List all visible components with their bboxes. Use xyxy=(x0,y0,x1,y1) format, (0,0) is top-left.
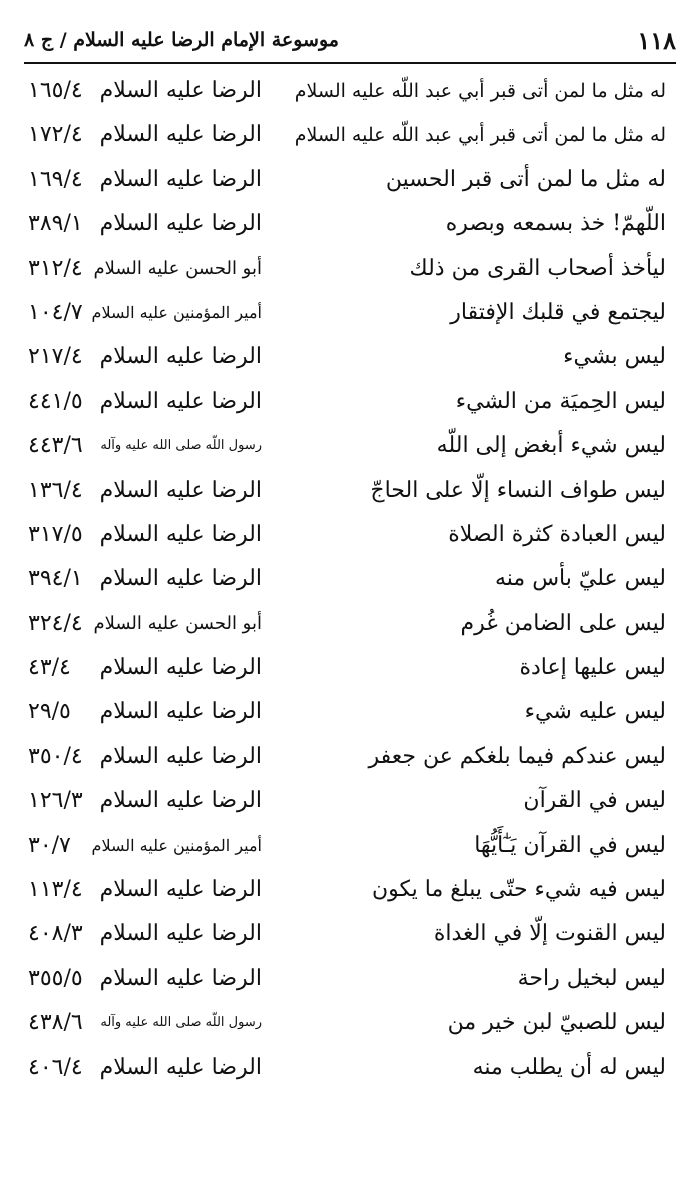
entry-reference: ٣١٧/٥ xyxy=(28,521,83,547)
entry-narrator: الرضا عليه السلام xyxy=(99,921,262,947)
entry-narrator: رسول اللّه صلى الله عليه وآله xyxy=(100,1015,262,1031)
entry-narrator: الرضا عليه السلام xyxy=(99,788,262,814)
index-entry xyxy=(0,114,700,158)
entry-reference: ٣٥٠/٤ xyxy=(28,743,83,769)
entry-phrase: ليس بشيء xyxy=(563,344,666,370)
index-entry xyxy=(0,958,700,1002)
entry-reference: ٤٣٨/٦ xyxy=(28,1010,83,1036)
entry-reference: ٣٢٤/٤ xyxy=(28,610,83,636)
entry-phrase: ليس في القرآن يَـٰٓأَيُّهَا xyxy=(474,832,666,858)
index-entry xyxy=(0,913,700,957)
entry-phrase: ليس عليه شيء xyxy=(524,699,666,725)
index-list xyxy=(0,70,700,1091)
entry-phrase: ليس له أن يطلب منه xyxy=(472,1054,666,1080)
index-entry xyxy=(0,381,700,425)
entry-narrator: الرضا عليه السلام xyxy=(99,877,262,903)
entry-reference: ٤٠٨/٣ xyxy=(28,921,83,947)
entry-reference: ٢٩/٥ xyxy=(28,699,71,725)
entry-phrase: ليس الحِميَة من الشيء xyxy=(455,388,666,414)
entry-phrase: له مثل ما لمن أتى قبر أبي عبد اللّه عليه السلام xyxy=(294,80,666,102)
entry-narrator: الرضا عليه السلام xyxy=(99,344,262,370)
entry-narrator: الرضا عليه السلام xyxy=(99,1054,262,1080)
index-entry xyxy=(0,514,700,558)
index-entry xyxy=(0,159,700,203)
entry-reference: ٣٩٤/١ xyxy=(28,566,83,592)
entry-reference: ١١٣/٤ xyxy=(28,877,83,903)
entry-narrator: الرضا عليه السلام xyxy=(99,477,262,503)
entry-reference: ٣٥٥/٥ xyxy=(28,965,83,991)
entry-phrase: ليس على الضامن غُرم xyxy=(460,610,666,636)
index-entry xyxy=(0,691,700,735)
index-entry xyxy=(0,70,700,114)
entry-phrase: ليس لبخيل راحة xyxy=(517,965,666,991)
index-entry xyxy=(0,825,700,869)
index-entry xyxy=(0,336,700,380)
entry-narrator: الرضا عليه السلام xyxy=(99,566,262,592)
entry-narrator: أمير المؤمنين عليه السلام xyxy=(91,835,262,855)
entry-reference: ٤٣/٤ xyxy=(28,655,71,681)
entry-phrase: ليس عندكم فيما بلغكم عن جعفر xyxy=(368,743,666,769)
entry-phrase: ليس العبادة كثرة الصلاة xyxy=(448,521,666,547)
entry-narrator: الرضا عليه السلام xyxy=(99,521,262,547)
entry-narrator: الرضا عليه السلام xyxy=(99,655,262,681)
entry-phrase: ليس عليها إعادة xyxy=(519,655,666,681)
index-entry xyxy=(0,470,700,514)
index-entry xyxy=(0,425,700,469)
entry-phrase: ليس في القرآن xyxy=(523,788,666,814)
entry-narrator: الرضا عليه السلام xyxy=(99,743,262,769)
entry-narrator: الرضا عليه السلام xyxy=(99,699,262,725)
entry-phrase: ليس فيه شيء حتّى يبلغ ما يكون xyxy=(371,877,666,903)
entry-phrase: له مثل ما لمن أتى قبر الحسين xyxy=(385,166,666,192)
entry-reference: ٣٠/٧ xyxy=(28,832,71,858)
entry-reference: ١٣٦/٤ xyxy=(28,477,83,503)
index-entry xyxy=(0,736,700,780)
running-title: موسوعة الإمام الرضا عليه السلام / ج ٨ xyxy=(24,29,339,51)
entry-phrase: ليس عليّ بأس منه xyxy=(494,566,666,592)
page-number: ١١٨ xyxy=(637,25,676,55)
entry-narrator: أمير المؤمنين عليه السلام xyxy=(91,302,262,322)
entry-reference: ١٢٦/٣ xyxy=(28,788,83,814)
entry-narrator: الرضا عليه السلام xyxy=(99,78,262,103)
entry-phrase: ليس شيء أبغض إلى اللّه xyxy=(436,433,666,459)
header-rule xyxy=(24,62,676,64)
entry-reference: ٤٠٦/٤ xyxy=(28,1054,83,1080)
entry-reference: ٣٨٩/١ xyxy=(28,211,83,237)
entry-narrator: الرضا عليه السلام xyxy=(99,122,262,148)
index-entry xyxy=(0,647,700,691)
entry-phrase: ليس طواف النساء إلّا على الحاجّ xyxy=(370,477,666,503)
entry-phrase: ليأخذ أصحاب القرى من ذلك xyxy=(409,255,666,281)
entry-reference: ٣١٢/٤ xyxy=(28,255,83,281)
entry-narrator: أبو الحسن عليه السلام xyxy=(93,257,262,279)
index-entry xyxy=(0,780,700,824)
entry-phrase: ليس للصبيّ لبن خير من xyxy=(447,1010,666,1036)
index-entry xyxy=(0,558,700,602)
entry-narrator: الرضا عليه السلام xyxy=(99,166,262,192)
entry-reference: ١٦٩/٤ xyxy=(28,166,83,192)
index-entry xyxy=(0,248,700,292)
entry-narrator: الرضا عليه السلام xyxy=(99,388,262,414)
entry-narrator: الرضا عليه السلام xyxy=(99,211,262,237)
entry-reference: ٢١٧/٤ xyxy=(28,344,83,370)
entry-phrase: اللّهمّ! خذ بسمعه وبصره xyxy=(445,211,666,237)
entry-phrase: ليس القنوت إلّا في الغداة xyxy=(433,921,666,947)
entry-narrator: أبو الحسن عليه السلام xyxy=(93,612,262,634)
index-entry xyxy=(0,869,700,913)
entry-narrator: رسول اللّه صلى الله عليه وآله xyxy=(100,438,262,454)
entry-reference: ١٦٥/٤ xyxy=(28,78,83,103)
entry-reference: ٤٤٣/٦ xyxy=(28,433,83,459)
index-entry xyxy=(0,603,700,647)
entry-reference: ١٠٤/٧ xyxy=(28,299,83,325)
entry-reference: ١٧٢/٤ xyxy=(28,122,83,148)
index-entry xyxy=(0,203,700,247)
entry-narrator: الرضا عليه السلام xyxy=(99,965,262,991)
entry-phrase: له مثل ما لمن أتى قبر أبي عبد اللّه عليه السلام xyxy=(294,124,666,147)
index-entry xyxy=(0,1002,700,1046)
entry-phrase: ليجتمع في قلبك الإفتقار xyxy=(450,299,666,325)
index-entry xyxy=(0,1047,700,1091)
index-entry xyxy=(0,292,700,336)
page-header xyxy=(24,20,676,60)
entry-reference: ٤٤١/٥ xyxy=(28,388,83,414)
